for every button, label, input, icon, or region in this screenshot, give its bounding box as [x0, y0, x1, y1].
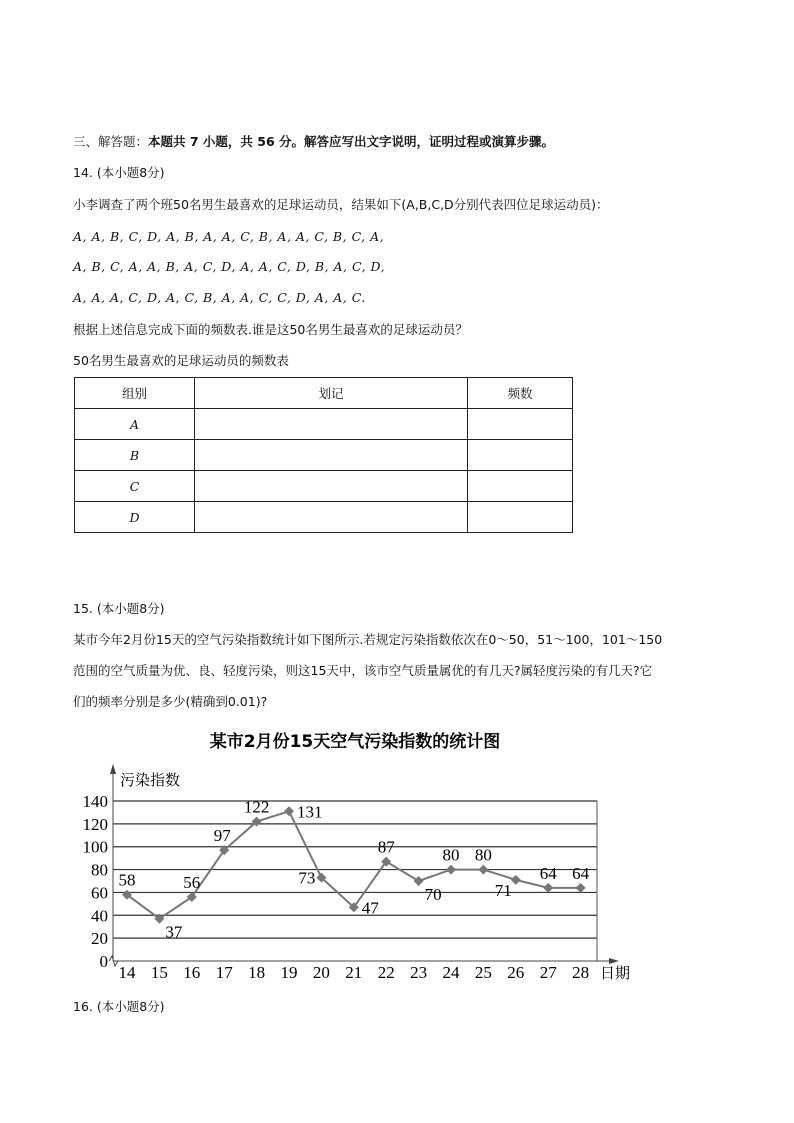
x-tick-label: 15 [150, 963, 168, 982]
y-tick-label: 20 [91, 929, 108, 949]
data-label: 87 [377, 837, 395, 857]
data-label: 56 [183, 873, 201, 892]
data-label: 71 [494, 880, 512, 900]
q15-line-1: 某市今年2月份15天的空气污染指数统计如下图所示.若规定污染指数依次在0～50，51～100，101～150 [73, 632, 663, 647]
row-tally[interactable] [195, 471, 468, 502]
x-tick-label: 17 [215, 963, 233, 982]
data-label: 58 [118, 870, 136, 890]
data-label: 37 [165, 922, 183, 942]
data-label: 122 [243, 797, 270, 817]
data-point [284, 806, 294, 816]
row-frequency[interactable] [468, 502, 573, 533]
data-point [543, 883, 553, 893]
x-tick-label: 23 [410, 963, 428, 982]
q16-number: 16. (本小题8分) [73, 999, 165, 1014]
data-label: 64 [539, 863, 557, 883]
q14-question: 根据上述信息完成下面的频数表.谁是这50名男生最喜欢的足球运动员？ [73, 322, 468, 337]
x-axis-label: 日期 [600, 964, 631, 982]
y-tick-label: 120 [82, 814, 108, 834]
q14-data-line-2: A, B, C, A, A, B, A, C, D, A, A, C, D, B, A, C, D, [73, 259, 386, 274]
x-tick-label: 25 [474, 963, 492, 982]
q14-table-title: 50名男生最喜欢的足球运动员的频数表 [73, 353, 289, 368]
x-tick-label: 18 [248, 963, 266, 982]
data-point [478, 865, 488, 875]
x-tick-label: 24 [442, 963, 460, 982]
data-label: 97 [213, 826, 231, 846]
data-label: 73 [298, 868, 316, 888]
row-frequency[interactable] [468, 471, 573, 502]
row-group: A [75, 409, 195, 440]
q15-line-3: 们的频率分别是多少(精确到0.01)? [73, 694, 268, 709]
data-label: 80 [442, 845, 460, 865]
table-header-row [75, 378, 573, 409]
data-point [414, 876, 424, 886]
row-tally[interactable] [195, 502, 468, 533]
x-tick-label: 16 [183, 963, 201, 982]
row-tally[interactable] [195, 440, 468, 471]
row-frequency[interactable] [468, 440, 573, 471]
data-label: 70 [424, 885, 442, 904]
y-axis-arrow-icon [110, 764, 116, 774]
y-tick-label: 0 [99, 952, 108, 971]
section-heading-bold: 本题共 7 小题，共 56 分。解答应写出文字说明，证明过程或演算步骤。 [148, 134, 555, 149]
y-axis-label: 污染指数 [120, 771, 181, 789]
row-group: B [75, 440, 195, 471]
y-tick-label: 100 [82, 837, 108, 857]
row-group: C [75, 471, 195, 502]
section-heading-prefix: 三、解答题： [73, 134, 149, 149]
table-row [75, 409, 573, 440]
row-frequency[interactable] [468, 409, 573, 440]
header-group: 组别 [75, 378, 195, 409]
data-point [446, 865, 456, 875]
pollution-line-chart [80, 722, 660, 992]
y-tick-label: 40 [91, 906, 108, 926]
data-label: 80 [474, 845, 492, 865]
y-tick-label: 80 [91, 860, 108, 880]
frequency-table [74, 377, 573, 533]
row-tally[interactable] [195, 409, 468, 440]
table-row [75, 471, 573, 502]
x-tick-label: 22 [377, 963, 395, 982]
table-row [75, 502, 573, 533]
q14-data-line-1: A, A, B, C, D, A, B, A, A, C, B, A, A, C, B, C, A, [73, 229, 385, 244]
y-tick-label: 60 [91, 883, 108, 903]
x-tick-label: 19 [280, 963, 298, 982]
section-heading [73, 134, 554, 150]
table-row [75, 440, 573, 471]
x-tick-label: 21 [345, 963, 363, 982]
x-tick-label: 20 [312, 963, 330, 982]
x-tick-label: 26 [507, 963, 525, 982]
header-tally: 划记 [195, 378, 468, 409]
data-label: 64 [572, 863, 590, 883]
q15-line-2: 范围的空气质量为优、良、轻度污染，则这15天中，该市空气质量属优的有几天?属轻度污染的有几天?它 [73, 663, 653, 678]
data-point [511, 875, 521, 885]
data-point [576, 883, 586, 893]
y-tick-label: 140 [82, 792, 108, 811]
q14-data-line-3: A, A, A, C, D, A, C, B, A, A, C, C, D, A, A, C. [73, 290, 366, 305]
q15-number: 15. (本小题8分) [73, 601, 165, 616]
q14-number: 14. (本小题8分) [73, 165, 165, 180]
x-tick-label: 27 [539, 963, 557, 982]
q14-intro: 小李调查了两个班50名男生最喜欢的足球运动员，结果如下(A,B,C,D分别代表四位足球运动员)： [73, 197, 609, 212]
row-group: D [75, 502, 195, 533]
x-tick-label: 28 [572, 963, 590, 982]
data-label: 131 [297, 802, 323, 822]
x-tick-label: 14 [118, 963, 136, 982]
data-label: 47 [361, 898, 379, 918]
chart-title: 某市2月份15天空气污染指数的统计图 [209, 732, 501, 752]
header-frequency: 频数 [468, 378, 573, 409]
